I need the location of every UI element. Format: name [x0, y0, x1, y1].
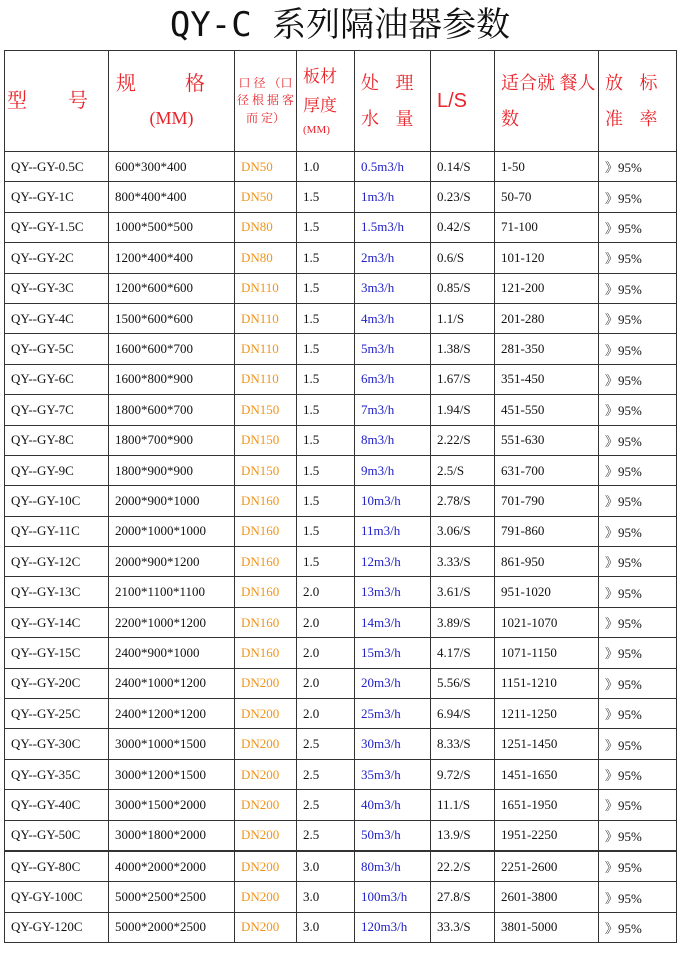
cell-rate: 》95%: [599, 334, 677, 364]
table-row: [5, 152, 677, 182]
table-row: [5, 699, 677, 729]
cell-flow: 5m3/h: [355, 334, 431, 364]
cell-diameter: DN160: [235, 577, 297, 607]
cell-flow: 7m3/h: [355, 395, 431, 425]
cell-model: QY--GY-8C: [5, 425, 109, 455]
cell-people: 101-120: [495, 243, 599, 273]
cell-people: 631-700: [495, 455, 599, 485]
cell-thickness: 3.0: [297, 912, 355, 942]
cell-spec: 1800*700*900: [109, 425, 235, 455]
cell-flow: 8m3/h: [355, 425, 431, 455]
table-row: [5, 729, 677, 759]
cell-diameter: DN200: [235, 790, 297, 820]
cell-spec: 2000*900*1000: [109, 486, 235, 516]
cell-flow: 4m3/h: [355, 303, 431, 333]
cell-model: QY--GY-10C: [5, 486, 109, 516]
cell-ls: 2.22/S: [431, 425, 495, 455]
cell-thickness: 1.5: [297, 486, 355, 516]
table-row: [5, 486, 677, 516]
cell-rate: 》95%: [599, 912, 677, 942]
cell-thickness: 1.5: [297, 273, 355, 303]
cell-rate: 》95%: [599, 790, 677, 820]
cell-thickness: 2.0: [297, 699, 355, 729]
table-row: [5, 425, 677, 455]
cell-diameter: DN200: [235, 759, 297, 789]
cell-rate: 》95%: [599, 425, 677, 455]
header-model: 型 号: [5, 51, 109, 152]
cell-people: 1251-1450: [495, 729, 599, 759]
cell-spec: 5000*2000*2500: [109, 912, 235, 942]
header-thickness: [297, 51, 355, 152]
table-row: [5, 334, 677, 364]
header-spec-label: 规 格: [116, 73, 227, 96]
cell-model: QY--GY-25C: [5, 699, 109, 729]
cell-thickness: 3.0: [297, 851, 355, 882]
cell-people: 1451-1650: [495, 759, 599, 789]
header-thickness-label: 板材 厚度: [303, 66, 337, 115]
cell-diameter: DN80: [235, 212, 297, 242]
cell-people: 2251-2600: [495, 851, 599, 882]
cell-ls: 9.72/S: [431, 759, 495, 789]
table-row: [5, 851, 677, 882]
cell-diameter: DN50: [235, 152, 297, 182]
cell-model: QY--GY-20C: [5, 668, 109, 698]
header-ls: L/S: [431, 51, 495, 152]
cell-spec: 1800*900*900: [109, 455, 235, 485]
cell-thickness: 2.5: [297, 820, 355, 851]
cell-model: QY--GY-4C: [5, 303, 109, 333]
table-row: [5, 243, 677, 273]
cell-ls: 0.42/S: [431, 212, 495, 242]
cell-rate: 》95%: [599, 486, 677, 516]
cell-people: 701-790: [495, 486, 599, 516]
cell-diameter: DN160: [235, 516, 297, 546]
cell-ls: 2.5/S: [431, 455, 495, 485]
cell-diameter: DN160: [235, 547, 297, 577]
cell-diameter: DN200: [235, 912, 297, 942]
cell-thickness: 2.0: [297, 577, 355, 607]
cell-ls: 2.78/S: [431, 486, 495, 516]
cell-ls: 1.94/S: [431, 395, 495, 425]
cell-people: 451-550: [495, 395, 599, 425]
cell-model: QY--GY-80C: [5, 851, 109, 882]
cell-spec: 800*400*400: [109, 182, 235, 212]
cell-spec: 2200*1000*1200: [109, 607, 235, 637]
cell-model: QY--GY-5C: [5, 334, 109, 364]
cell-people: 2601-3800: [495, 882, 599, 912]
cell-people: 201-280: [495, 303, 599, 333]
table-row: [5, 516, 677, 546]
cell-spec: 2100*1100*1100: [109, 577, 235, 607]
cell-flow: 100m3/h: [355, 882, 431, 912]
header-spec: [109, 51, 235, 152]
cell-flow: 50m3/h: [355, 820, 431, 851]
table-row: [5, 820, 677, 851]
cell-thickness: 1.5: [297, 303, 355, 333]
cell-thickness: 2.0: [297, 607, 355, 637]
cell-people: 791-860: [495, 516, 599, 546]
cell-rate: 》95%: [599, 729, 677, 759]
cell-flow: 1.5m3/h: [355, 212, 431, 242]
cell-thickness: 1.5: [297, 182, 355, 212]
cell-flow: 35m3/h: [355, 759, 431, 789]
cell-rate: 》95%: [599, 303, 677, 333]
cell-spec: 1800*600*700: [109, 395, 235, 425]
cell-model: QY--GY-12C: [5, 547, 109, 577]
cell-spec: 2400*1000*1200: [109, 668, 235, 698]
cell-spec: 1600*800*900: [109, 364, 235, 394]
cell-thickness: 1.5: [297, 243, 355, 273]
cell-flow: 6m3/h: [355, 364, 431, 394]
cell-rate: 》95%: [599, 455, 677, 485]
header-thickness-unit: (MM): [303, 123, 330, 136]
cell-rate: 》95%: [599, 668, 677, 698]
cell-spec: 2400*1200*1200: [109, 699, 235, 729]
cell-thickness: 2.5: [297, 790, 355, 820]
cell-model: QY--GY-7C: [5, 395, 109, 425]
header-rate: 放 标 准 率: [599, 51, 677, 152]
cell-spec: 600*300*400: [109, 152, 235, 182]
cell-rate: 》95%: [599, 699, 677, 729]
cell-diameter: DN110: [235, 273, 297, 303]
cell-flow: 30m3/h: [355, 729, 431, 759]
table-header-row: [5, 51, 677, 152]
cell-ls: 1.1/S: [431, 303, 495, 333]
table-row: [5, 668, 677, 698]
cell-diameter: DN110: [235, 364, 297, 394]
cell-ls: 1.67/S: [431, 364, 495, 394]
cell-spec: 1200*600*600: [109, 273, 235, 303]
cell-ls: 3.33/S: [431, 547, 495, 577]
cell-thickness: 1.5: [297, 547, 355, 577]
cell-model: QY--GY-0.5C: [5, 152, 109, 182]
cell-ls: 3.61/S: [431, 577, 495, 607]
table-row: [5, 638, 677, 668]
cell-model: QY--GY-3C: [5, 273, 109, 303]
cell-rate: 》95%: [599, 273, 677, 303]
cell-ls: 1.38/S: [431, 334, 495, 364]
cell-spec: 1500*600*600: [109, 303, 235, 333]
cell-flow: 0.5m3/h: [355, 152, 431, 182]
cell-ls: 3.89/S: [431, 607, 495, 637]
cell-flow: 13m3/h: [355, 577, 431, 607]
cell-ls: 33.3/S: [431, 912, 495, 942]
table-row: [5, 212, 677, 242]
cell-rate: 》95%: [599, 547, 677, 577]
cell-model: QY--GY-50C: [5, 820, 109, 851]
cell-spec: 3000*1000*1500: [109, 729, 235, 759]
cell-ls: 4.17/S: [431, 638, 495, 668]
cell-flow: 80m3/h: [355, 851, 431, 882]
cell-spec: 3000*1500*2000: [109, 790, 235, 820]
cell-diameter: DN150: [235, 425, 297, 455]
cell-rate: 》95%: [599, 851, 677, 882]
cell-spec: 3000*1800*2000: [109, 820, 235, 851]
cell-people: 551-630: [495, 425, 599, 455]
cell-diameter: DN150: [235, 395, 297, 425]
cell-ls: 0.23/S: [431, 182, 495, 212]
table-row: [5, 759, 677, 789]
cell-diameter: DN80: [235, 243, 297, 273]
cell-diameter: DN150: [235, 455, 297, 485]
cell-thickness: 1.5: [297, 516, 355, 546]
cell-rate: 》95%: [599, 395, 677, 425]
cell-model: QY--GY-30C: [5, 729, 109, 759]
cell-people: 1151-1210: [495, 668, 599, 698]
table-row: [5, 912, 677, 942]
table-row: [5, 547, 677, 577]
header-spec-unit: (MM): [149, 108, 194, 129]
cell-ls: 5.56/S: [431, 668, 495, 698]
table-row: [5, 273, 677, 303]
table-row: [5, 395, 677, 425]
cell-model: QY--GY-2C: [5, 243, 109, 273]
cell-diameter: DN160: [235, 486, 297, 516]
table-row: [5, 364, 677, 394]
cell-ls: 0.85/S: [431, 273, 495, 303]
cell-ls: 0.14/S: [431, 152, 495, 182]
cell-people: 1211-1250: [495, 699, 599, 729]
cell-flow: 25m3/h: [355, 699, 431, 729]
cell-rate: 》95%: [599, 152, 677, 182]
table-body: [5, 152, 677, 943]
cell-thickness: 1.5: [297, 425, 355, 455]
cell-flow: 14m3/h: [355, 607, 431, 637]
page-title: QY-C 系列隔油器参数: [169, 5, 511, 45]
cell-model: QY-GY-120C: [5, 912, 109, 942]
cell-rate: 》95%: [599, 364, 677, 394]
cell-flow: 40m3/h: [355, 790, 431, 820]
cell-model: QY--GY-9C: [5, 455, 109, 485]
table-row: [5, 455, 677, 485]
cell-flow: 120m3/h: [355, 912, 431, 942]
cell-diameter: DN200: [235, 851, 297, 882]
cell-people: 951-1020: [495, 577, 599, 607]
cell-thickness: 1.5: [297, 212, 355, 242]
cell-model: QY--GY-40C: [5, 790, 109, 820]
cell-flow: 9m3/h: [355, 455, 431, 485]
table-row: [5, 303, 677, 333]
cell-rate: 》95%: [599, 243, 677, 273]
cell-rate: 》95%: [599, 820, 677, 851]
cell-rate: 》95%: [599, 638, 677, 668]
cell-people: 50-70: [495, 182, 599, 212]
cell-ls: 27.8/S: [431, 882, 495, 912]
cell-model: QY--GY-15C: [5, 638, 109, 668]
cell-thickness: 2.5: [297, 759, 355, 789]
cell-flow: 15m3/h: [355, 638, 431, 668]
cell-thickness: 1.5: [297, 334, 355, 364]
cell-model: QY--GY-1.5C: [5, 212, 109, 242]
cell-rate: 》95%: [599, 577, 677, 607]
cell-thickness: 1.5: [297, 455, 355, 485]
cell-diameter: DN200: [235, 882, 297, 912]
cell-flow: 11m3/h: [355, 516, 431, 546]
cell-rate: 》95%: [599, 759, 677, 789]
cell-people: 3801-5000: [495, 912, 599, 942]
cell-people: 281-350: [495, 334, 599, 364]
cell-diameter: DN110: [235, 334, 297, 364]
cell-rate: 》95%: [599, 182, 677, 212]
cell-rate: 》95%: [599, 607, 677, 637]
cell-people: 1951-2250: [495, 820, 599, 851]
cell-rate: 》95%: [599, 212, 677, 242]
cell-people: 1071-1150: [495, 638, 599, 668]
cell-spec: 3000*1200*1500: [109, 759, 235, 789]
cell-flow: 2m3/h: [355, 243, 431, 273]
cell-people: 1-50: [495, 152, 599, 182]
cell-flow: 12m3/h: [355, 547, 431, 577]
cell-diameter: DN50: [235, 182, 297, 212]
cell-ls: 0.6/S: [431, 243, 495, 273]
cell-diameter: DN200: [235, 699, 297, 729]
cell-people: 351-450: [495, 364, 599, 394]
cell-rate: 》95%: [599, 882, 677, 912]
cell-spec: 1000*500*500: [109, 212, 235, 242]
cell-ls: 6.94/S: [431, 699, 495, 729]
cell-spec: 1600*600*700: [109, 334, 235, 364]
header-people: 适合就 餐人数: [495, 51, 599, 152]
cell-flow: 20m3/h: [355, 668, 431, 698]
cell-diameter: DN200: [235, 820, 297, 851]
cell-people: 71-100: [495, 212, 599, 242]
cell-thickness: 1.5: [297, 395, 355, 425]
cell-flow: 3m3/h: [355, 273, 431, 303]
cell-model: QY--GY-14C: [5, 607, 109, 637]
cell-spec: 2400*900*1000: [109, 638, 235, 668]
cell-people: 1651-1950: [495, 790, 599, 820]
cell-ls: 8.33/S: [431, 729, 495, 759]
cell-ls: 11.1/S: [431, 790, 495, 820]
parameter-table: [4, 50, 677, 943]
cell-model: QY--GY-35C: [5, 759, 109, 789]
cell-diameter: DN160: [235, 638, 297, 668]
cell-thickness: 2.5: [297, 729, 355, 759]
table-row: [5, 882, 677, 912]
cell-diameter: DN110: [235, 303, 297, 333]
cell-diameter: DN200: [235, 729, 297, 759]
cell-model: QY-GY-100C: [5, 882, 109, 912]
cell-model: QY--GY-11C: [5, 516, 109, 546]
cell-spec: 2000*900*1200: [109, 547, 235, 577]
cell-people: 121-200: [495, 273, 599, 303]
cell-spec: 1200*400*400: [109, 243, 235, 273]
cell-flow: 1m3/h: [355, 182, 431, 212]
header-diameter: 口 径 （口 径 根 据 客 而 定）: [235, 51, 297, 152]
table-row: [5, 790, 677, 820]
cell-spec: 4000*2000*2000: [109, 851, 235, 882]
cell-rate: 》95%: [599, 516, 677, 546]
table-row: [5, 577, 677, 607]
cell-flow: 10m3/h: [355, 486, 431, 516]
cell-diameter: DN160: [235, 607, 297, 637]
cell-thickness: 2.0: [297, 668, 355, 698]
cell-ls: 3.06/S: [431, 516, 495, 546]
cell-ls: 13.9/S: [431, 820, 495, 851]
header-flow: 处 理 水 量: [355, 51, 431, 152]
cell-spec: 2000*1000*1000: [109, 516, 235, 546]
cell-thickness: 1.0: [297, 152, 355, 182]
cell-model: QY--GY-13C: [5, 577, 109, 607]
cell-spec: 5000*2500*2500: [109, 882, 235, 912]
table-row: [5, 607, 677, 637]
cell-model: QY--GY-6C: [5, 364, 109, 394]
cell-thickness: 1.5: [297, 364, 355, 394]
cell-people: 861-950: [495, 547, 599, 577]
table-row: [5, 182, 677, 212]
cell-model: QY--GY-1C: [5, 182, 109, 212]
cell-thickness: 2.0: [297, 638, 355, 668]
cell-diameter: DN200: [235, 668, 297, 698]
cell-people: 1021-1070: [495, 607, 599, 637]
cell-ls: 22.2/S: [431, 851, 495, 882]
cell-thickness: 3.0: [297, 882, 355, 912]
